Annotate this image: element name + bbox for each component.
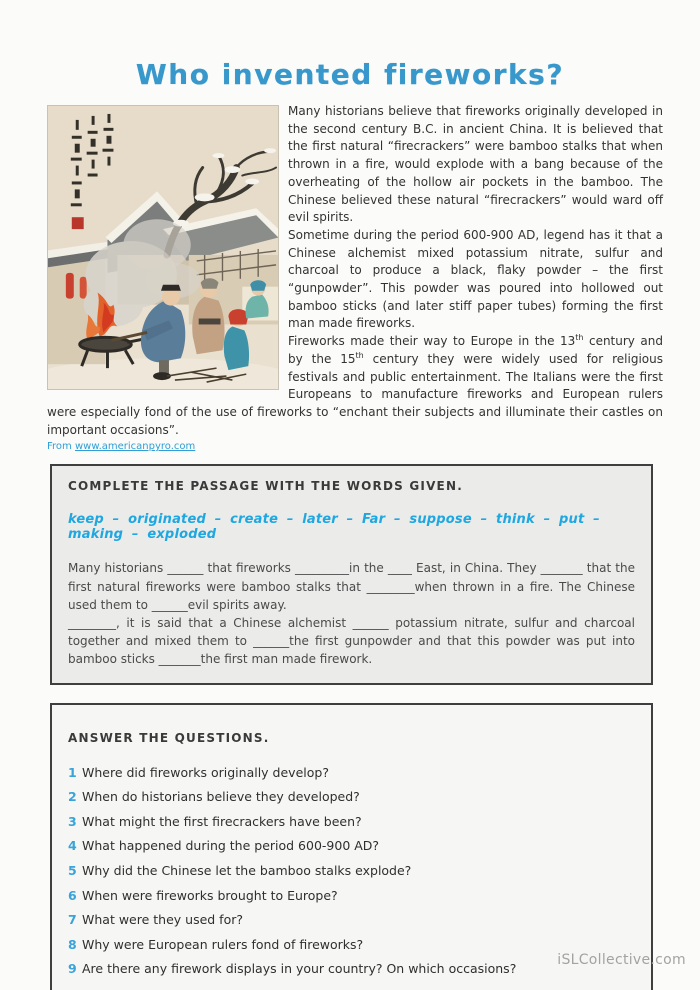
question-number: 5 <box>68 862 77 878</box>
questions-heading: ANSWER THE QUESTIONS. <box>68 730 270 745</box>
question-row-4 <box>68 834 635 859</box>
question-number: 8 <box>68 936 77 952</box>
chinese-painting-svg <box>48 106 278 389</box>
page-title: Who invented fireworks? <box>135 58 565 91</box>
superscript-th: th <box>575 333 584 343</box>
question-number: 6 <box>68 887 77 903</box>
source-attribution <box>47 441 663 452</box>
superscript-th: th <box>355 350 364 360</box>
chinese-painting-image <box>47 105 279 390</box>
question-text: What might the first firecrackers have been? <box>82 813 362 829</box>
gapfill-passage-part-1: Many historians ______ that fireworks _________in the ____ East, in China. They _______ that the first natural fireworks were bamboo stalks that ________when thrown in a fire. The Chinese used them to ______evil spirits away. <box>68 561 635 612</box>
question-text: Are there any firework displays in your country? On which occasions? <box>82 961 517 977</box>
question-number: 9 <box>68 961 77 977</box>
question-row-8 <box>68 933 635 958</box>
question-number: 3 <box>68 813 77 829</box>
questions-exercise-box <box>50 703 653 990</box>
question-text: When were fireworks brought to Europe? <box>82 887 338 903</box>
source-prefix: From <box>47 441 75 453</box>
question-row-5 <box>68 859 635 884</box>
article-paragraph-3: Fireworks made their way to Europe in the 13th century and by the 15th century they were widely used for religious festivals and public entertainment. The Italians were the first Europeans to manufacture fireworks and European rulers were especially fond of the use of fireworks to “enchant their subjects and illuminate their castles on important occasions”. <box>47 333 663 437</box>
question-number: 4 <box>68 838 77 854</box>
question-text: Why did the Chinese let the bamboo stalks explode? <box>82 862 412 878</box>
question-row-3 <box>68 810 635 835</box>
source-link[interactable]: www.americanpyro.com <box>74 441 196 453</box>
question-text: What were they used for? <box>82 912 243 928</box>
question-text: Why were European rulers fond of fireworks? <box>82 936 364 952</box>
question-row-1 <box>68 761 635 786</box>
question-row-2 <box>68 785 635 810</box>
question-number: 1 <box>68 764 77 780</box>
question-row-6 <box>68 884 635 909</box>
gapfill-passage <box>68 559 635 668</box>
question-row-7 <box>68 908 635 933</box>
reading-passage <box>47 103 663 439</box>
question-list <box>68 761 635 982</box>
gapfill-passage-part-2: ________, it is said that a Chinese alchemist ______ potassium nitrate, sulfur and charcoal together and mixed them to ______the first gunpowder and that this powder was put into bamboo sticks _______the first man made firework. <box>68 615 635 667</box>
question-number: 2 <box>68 789 77 805</box>
article-paragraph-1: Many historians believe that fireworks originally developed in the second century B.C. in ancient China. It is believed that the first natural “firecrackers” were bamboo stalks that when thrown in a fire, would explode with a bang because of the overheating of the hollow air pockets in the bamboo. The Chinese believed these natural “firecrackers” would ward off evil spirits. <box>288 104 663 225</box>
article-paragraph-2: Sometime during the period 600-900 AD, legend has it that a Chinese alchemist mixed potassium nitrate, sulfur and charcoal to produce a black, flaky powder – the first “gunpowder”. This powder was poured into hollowed out bamboo sticks (and later stiff paper tubes) forming the first man made fireworks. <box>288 227 663 331</box>
question-row-9 <box>68 957 635 982</box>
red-seal <box>72 217 84 229</box>
question-number: 7 <box>68 912 77 928</box>
islcollective-watermark: iSLCollective.com <box>557 952 686 968</box>
gapfill-heading: COMPLETE THE PASSAGE WITH THE WORDS GIVEN. <box>68 479 463 494</box>
question-text: Where did fireworks originally develop? <box>82 764 329 780</box>
question-text: When do historians believe they developed? <box>82 789 360 805</box>
word-bank: keep – originated – create – later – Far – suppose – think – put – making – exploded <box>68 512 600 543</box>
gapfill-exercise-box <box>50 464 653 684</box>
question-text: What happened during the period 600-900 AD? <box>82 838 380 854</box>
